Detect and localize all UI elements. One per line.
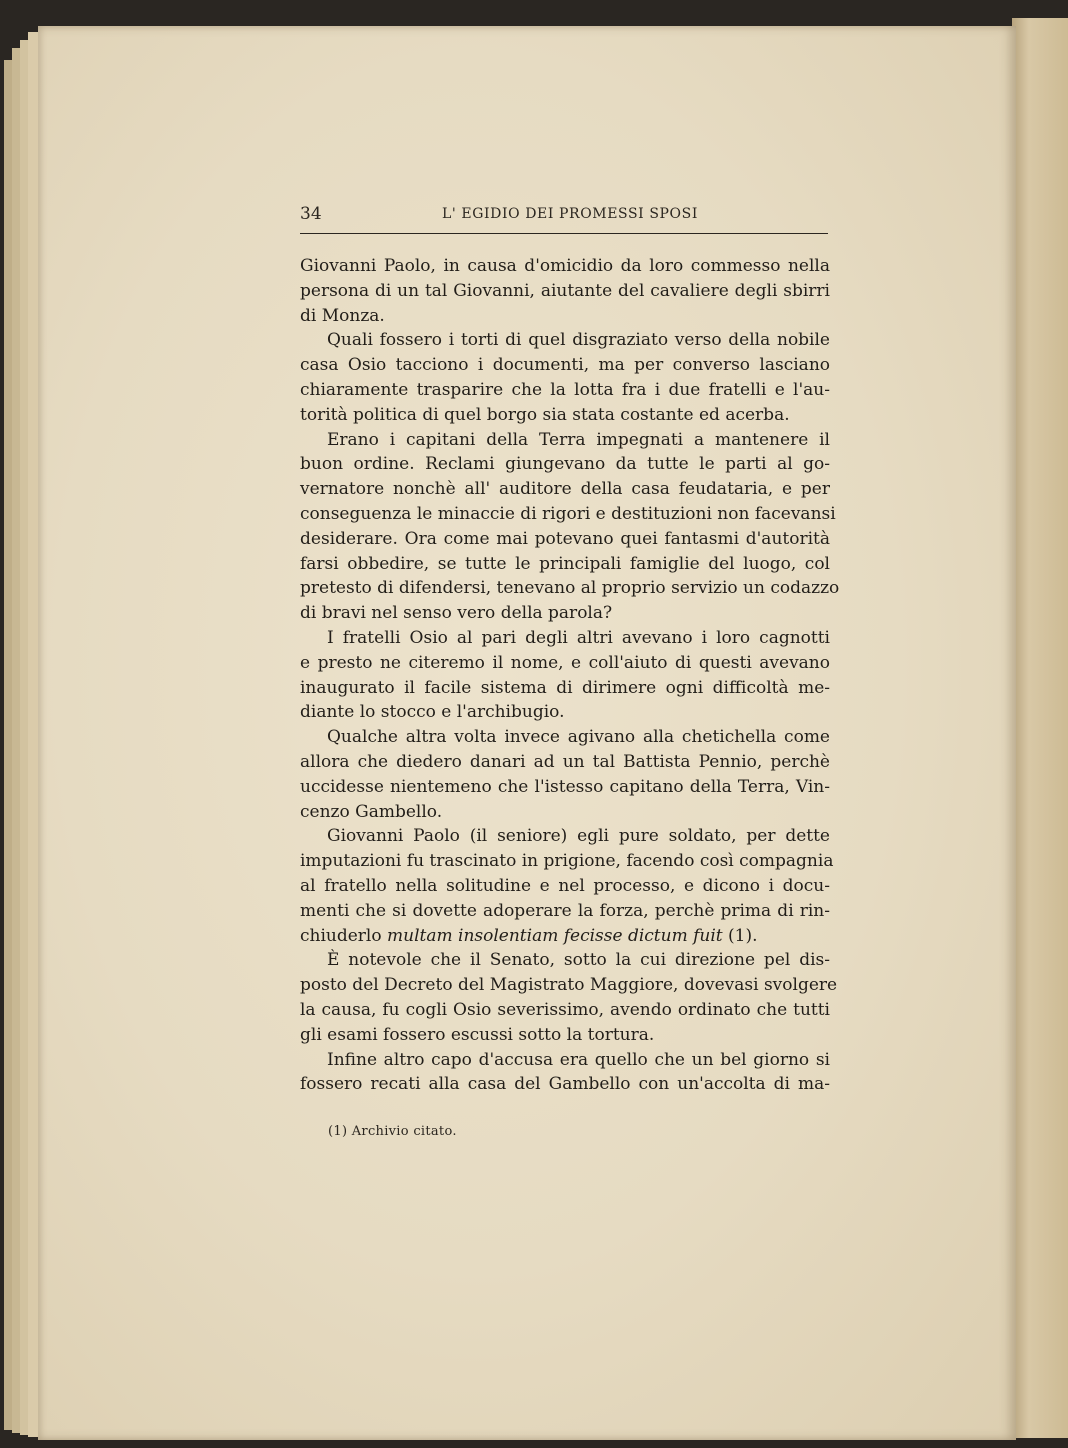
- body-text: [300, 254, 840, 1097]
- text-line: vernatore nonchè all' auditore della casa feudataria, e per: [300, 479, 830, 500]
- text-line: e presto ne citeremo il nome, e coll'aiuto di questi avevano: [300, 652, 830, 673]
- text-line: al fratello nella solitudine e nel processo, e dicono i docu-: [300, 875, 830, 896]
- text-line: farsi obbedire, se tutte le principali famiglie del luogo, col: [300, 553, 830, 574]
- text-line: pretesto di difendersi, tenevano al proprio servizio un codazzo: [300, 578, 840, 599]
- text-line: Erano i capitani della Terra impegnati a mantenere il: [327, 429, 830, 450]
- text-line: imputazioni fu trascinato in prigione, facendo così compagnia: [300, 851, 834, 872]
- text-line: chiaramente trasparire che la lotta fra i due fratelli e l'au-: [300, 379, 830, 400]
- text-line: Qualche altra volta invece agivano alla chetichella come: [327, 727, 830, 748]
- text-line: uccidesse nientemeno che l'istesso capitano della Terra, Vin-: [300, 776, 830, 797]
- page-header: [300, 204, 828, 230]
- page-number: 34: [300, 204, 322, 224]
- header-rule: [300, 233, 828, 234]
- text-line: persona di un tal Giovanni, aiutante del cavaliere degli sbirri: [300, 280, 830, 301]
- text-line: gli esami fossero escussi sotto la tortura.: [300, 1024, 655, 1045]
- text-line: buon ordine. Reclami giungevano da tutte le parti al go-: [300, 454, 830, 475]
- facing-page-sliver: [1012, 18, 1068, 1438]
- text-line: Infine altro capo d'accusa era quello che un bel giorno si: [327, 1049, 830, 1070]
- text-line: di Monza.: [300, 305, 385, 326]
- text-line: allora che diedero danari ad un tal Battista Pennio, perchè: [300, 751, 830, 772]
- text-line: inaugurato il facile sistema di dirimere ogni difficoltà me-: [300, 677, 830, 698]
- text-line: torità politica di quel borgo sia stata costante ed acerba.: [300, 404, 790, 425]
- text-line: cenzo Gambello.: [300, 801, 443, 822]
- text-run: chiuderlo: [300, 925, 388, 946]
- text-line: di bravi nel senso vero della parola?: [300, 603, 613, 624]
- text-line: menti che si dovette adoperare la forza, perchè prima di rin-: [300, 900, 830, 921]
- text-line: Quali fossero i torti di quel disgraziato verso della nobile: [327, 330, 830, 351]
- text-line-with-italic: [300, 924, 830, 949]
- text-line: la causa, fu cogli Osio severissimo, avendo ordinato che tutti: [300, 999, 830, 1020]
- text-line: È notevole che il Senato, sotto la cui direzione pel dis-: [327, 950, 830, 971]
- text-line: I fratelli Osio al pari degli altri avevano i loro cagnotti: [327, 627, 830, 648]
- text-line: conseguenza le minaccie di rigori e destituzioni non facevansi: [300, 503, 836, 524]
- footnote-ref: (1).: [722, 925, 758, 946]
- text-line: Giovanni Paolo (il seniore) egli pure soldato, per dette: [327, 826, 830, 847]
- footnote: (1) Archivio citato.: [328, 1124, 457, 1139]
- text-line: posto del Decreto del Magistrato Maggiore, dovevasi svolgere: [300, 975, 838, 996]
- running-title: L' EGIDIO DEI PROMESSI SPOSI: [442, 206, 698, 222]
- text-line: Giovanni Paolo, in causa d'omicidio da loro commesso nella: [300, 256, 830, 276]
- text-line: casa Osio tacciono i documenti, ma per converso lasciano: [300, 355, 830, 376]
- text-line: desiderare. Ora come mai potevano quei fantasmi d'autorità: [300, 528, 830, 549]
- text-line: fossero recati alla casa del Gambello con un'accolta di ma-: [300, 1074, 830, 1095]
- text-line: diante lo stocco e l'archibugio.: [300, 702, 565, 723]
- latin-quotation: multam insolentiam fecisse dictum fuit: [387, 925, 723, 946]
